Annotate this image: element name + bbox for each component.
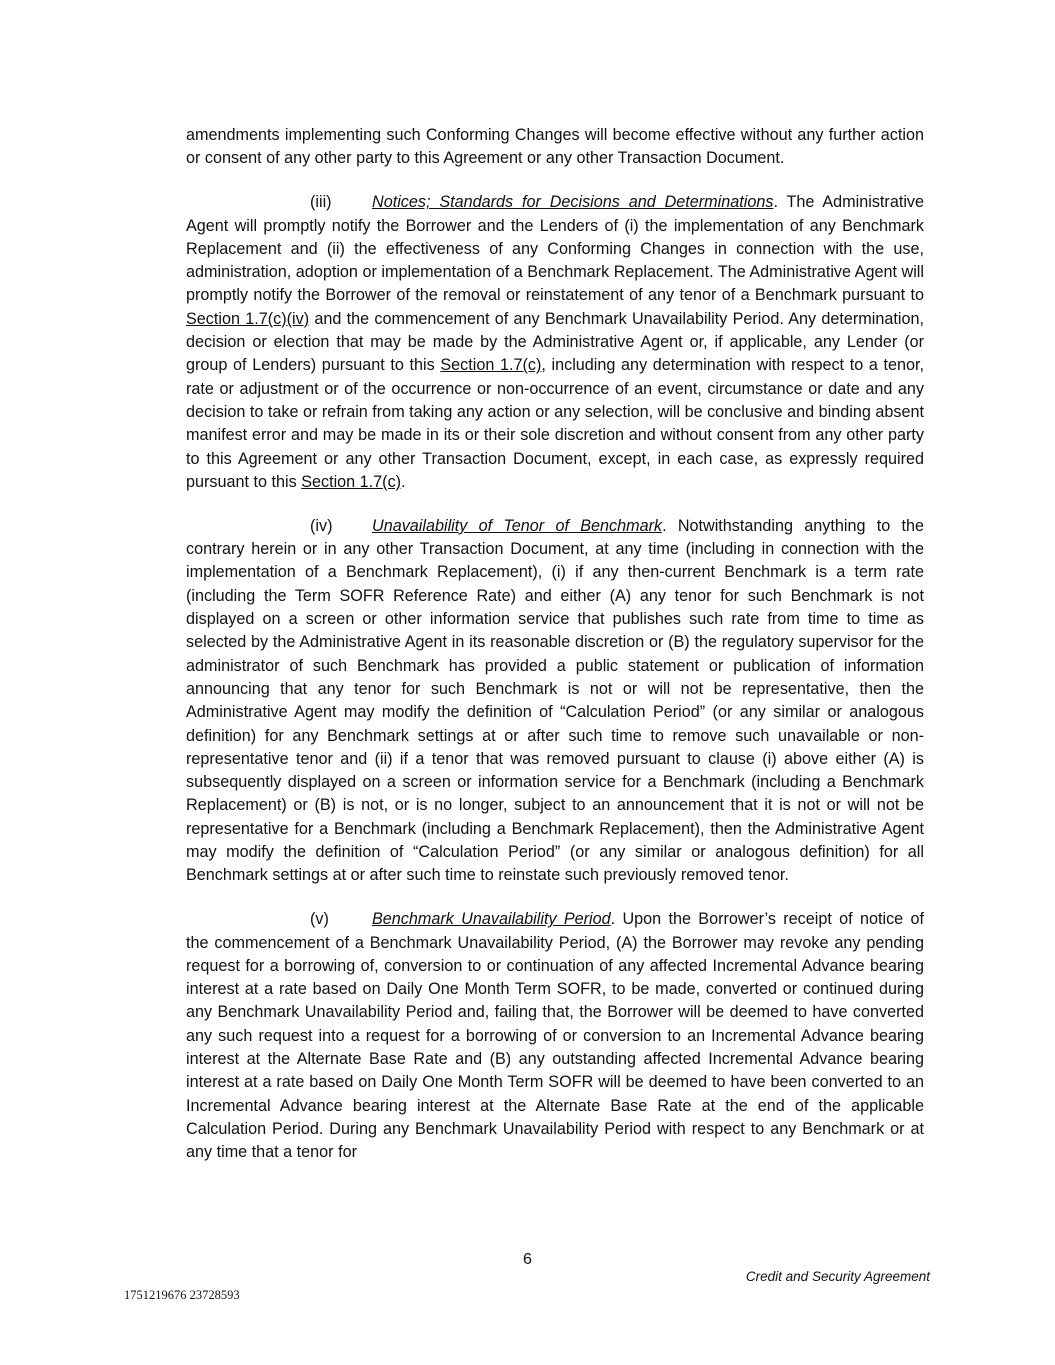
clause-heading: Notices; Standards for Decisions and Determinations (372, 193, 774, 212)
paragraph-text: and the commencement of any Benchmark Unavailability Period. Any determination, decision or election that may be made by the Administrative Agent or, if applicable, any Lender (or group of Lenders) pursuant to this (186, 309, 924, 375)
clause-number: (iv) (310, 516, 333, 535)
paragraph-text: . Notwithstanding anything to the contrary herein or in any other Transaction Document, at any time (including in connection with the implementation of a Benchmark Replacement), (i) if any then-current Benchmark is a term rate (including the Term SOFR Reference Rate) and either (A) any tenor for such Benchmark is not displayed on a screen or other information service that publishes such rate from time to time as selected by the Administrative Agent in its reasonable discretion or (B) the regulatory supervisor for the administrator of such Benchmark has provided a public statement or publication of information announcing that any tenor for such Benchmark is not or will not be representative, then the Administrative Agent may modify the definition of “Calculation Period” (or any similar or analogous definition) for any Benchmark settings at or after such time to remove such unavailable or non-representative tenor and (ii) if a tenor that was removed pursuant to clause (i) above either (A) is subsequently displayed on a screen or information service for a Benchmark (including a Benchmark Replacement) or (B) is not, or is no longer, subject to an announcement that it is not or will not be representative for a Benchmark (including a Benchmark Replacement), then the Administrative Agent may modify the definition of “Calculation Period” (or any similar or analogous definition) for all Benchmark settings at or after such time to reinstate such previously removed tenor. (186, 516, 924, 885)
page-number: 6 (523, 1251, 532, 1268)
paragraph-indent (186, 191, 372, 214)
paragraph-v (186, 908, 924, 1164)
clause-number: (iii) (310, 193, 332, 212)
paragraph-continuation (186, 124, 924, 171)
paragraph-indent (186, 515, 372, 538)
section-reference: Section 1.7(c)(iv) (186, 309, 310, 328)
body-text (186, 124, 924, 1185)
section-reference: Section 1.7(c) (301, 472, 402, 491)
clause-number: (v) (310, 910, 329, 929)
paragraph-text: . Upon the Borrower’s receipt of notice of the commencement of a Benchmark Unavailability Period, (A) the Borrower may revoke any pending request for a borrowing of, conversion to or continuation of any affected Incremental Advance bearing interest at a rate based on Daily One Month Term SOFR, to be made, converted or continued during any Benchmark Unavailability Period and, failing that, the Borrower will be deemed to have converted any such request into a request for a borrowing of or conversion to an Incremental Advance bearing interest at the Alternate Base Rate and (B) any outstanding affected Incremental Advance bearing interest at a rate based on Daily One Month Term SOFR will be deemed to have been converted to an Incremental Advance bearing interest at the Alternate Base Rate at the end of the applicable Calculation Period. During any Benchmark Unavailability Period with respect to any Benchmark or at any time that a tenor for (186, 910, 924, 1162)
paragraph-text: . The Administrative Agent will promptly notify the Borrower and the Lenders of (i) the implementation of any Benchmark Replacement and (ii) the effectiveness of any Conforming Changes in connection with the use, administration, adoption or implementation of a Benchmark Replacement. The Administrative Agent will promptly notify the Borrower of the removal or reinstatement of any tenor of a Benchmark pursuant to (186, 193, 925, 305)
document-id: 1751219676 23728593 (124, 1288, 240, 1302)
paragraph-iii (186, 191, 924, 494)
paragraph-indent (186, 908, 372, 931)
clause-heading: Unavailability of Tenor of Benchmark (372, 516, 663, 535)
paragraph-text: , including any determination with respect to a tenor, rate or adjustment or of the occurrence or non-occurrence of an event, circumstance or date and any decision to take or refrain from taking any action or any selection, will be conclusive and binding absent manifest error and may be made in its or their sole discretion and without consent from any other party to this Agreement or any other Transaction Document, except, in each case, as expressly required pursuant to this (186, 356, 924, 491)
paragraph-iv (186, 515, 924, 888)
paragraph-text: amendments implementing such Conforming Changes will become effective without any further action or consent of any other party to this Agreement or any other Transaction Document. (186, 126, 924, 168)
section-reference: Section 1.7(c) (440, 356, 542, 375)
clause-heading: Benchmark Unavailability Period (372, 910, 611, 929)
paragraph-text: . (401, 472, 406, 491)
footer-document-title: Credit and Security Agreement (745, 1269, 930, 1284)
